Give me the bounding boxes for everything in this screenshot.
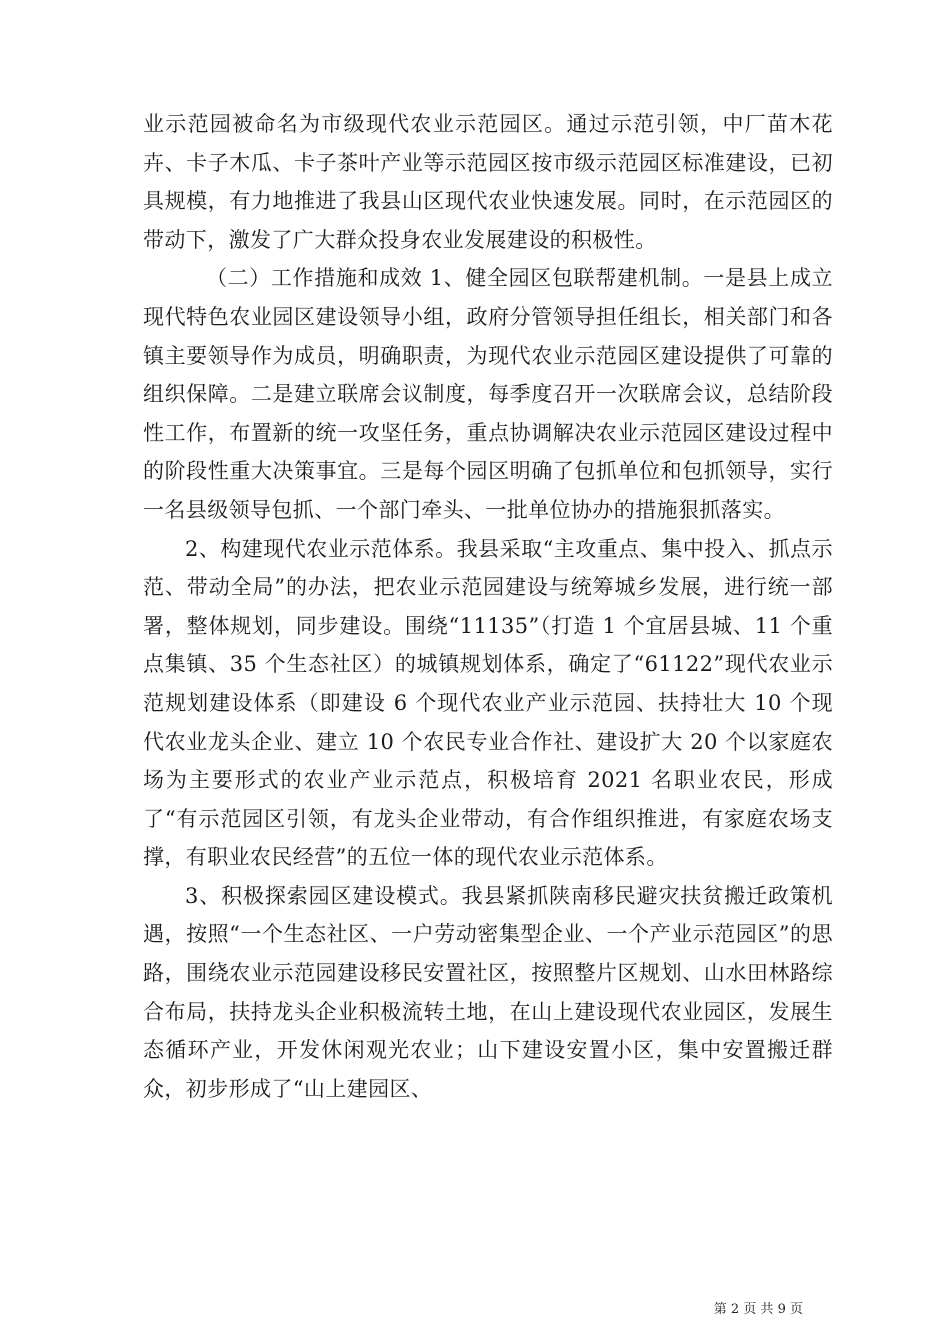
paragraph-3: 2、构建现代农业示范体系。我县采取“主攻重点、集中投入、抓点示范、带动全局”的办法，把农业示范园建设与统筹城乡发展，进行统一部署，整体规划，同步建设。围绕“11135”（打造 1 个宜居县城、11 个重点集镇、35 个生态社区）的城镇规划体系，确定了“61122”现代农业示范规划建设体系（即建设 6 个现代农业产业示范园、扶持壮大 10 个现代农业龙头企业、建立 10 个农民专业合作社、建设扩大 20 个以家庭农场为主要形式的农业产业示范点，积极培育 2021 名职业农民，形成了“有示范园区引领，有龙头企业带动，有合作组织推进，有家庭农场支撑，有职业农民经营”的五位一体的现代农业示范体系。	[143, 536, 833, 870]
paragraph-1: 业示范园被命名为市级现代农业示范园区。通过示范引领，中厂苗木花卉、卡子木瓜、卡子茶叶产业等示范园区按市级示范园区标准建设，已初具规模，有力地推进了我县山区现代农业快速发展。同时，在示范园区的带动下，激发了广大群众投身农业发展建设的积极性。	[143, 112, 833, 252]
document-body	[143, 105, 833, 1108]
paragraph-4: 3、积极探索园区建设模式。我县紧抓陕南移民避灾扶贫搬迁政策机遇，按照“一个生态社区、一户劳动密集型企业、一个产业示范园区”的思路，围绕农业示范园建设移民安置社区，按照整片区规划、山水田林路综合布局，扶持龙头企业积极流转土地，在山上建设现代农业园区，发展生态循环产业，开发休闲观光农业；山下建设安置小区，集中安置搬迁群众，初步形成了“山上建园区、	[143, 883, 833, 1101]
paragraph-2: （二）工作措施和成效 1、健全园区包联帮建机制。一是县上成立现代特色农业园区建设领导小组，政府分管领导担任组长，相关部门和各镇主要领导作为成员，明确职责，为现代农业示范园区建设提供了可靠的组织保障。二是建立联席会议制度，每季度召开一次联席会议，总结阶段性工作，布置新的统一攻坚任务，重点协调解决农业示范园区建设过程中的阶段性重大决策事宜。三是每个园区明确了包抓单位和包抓领导，实行一名县级领导包抓、一个部门牵头、一批单位协办的措施狠抓落实。	[143, 266, 833, 522]
page-number-footer: 第 2 页 共 9 页	[713, 1302, 803, 1317]
